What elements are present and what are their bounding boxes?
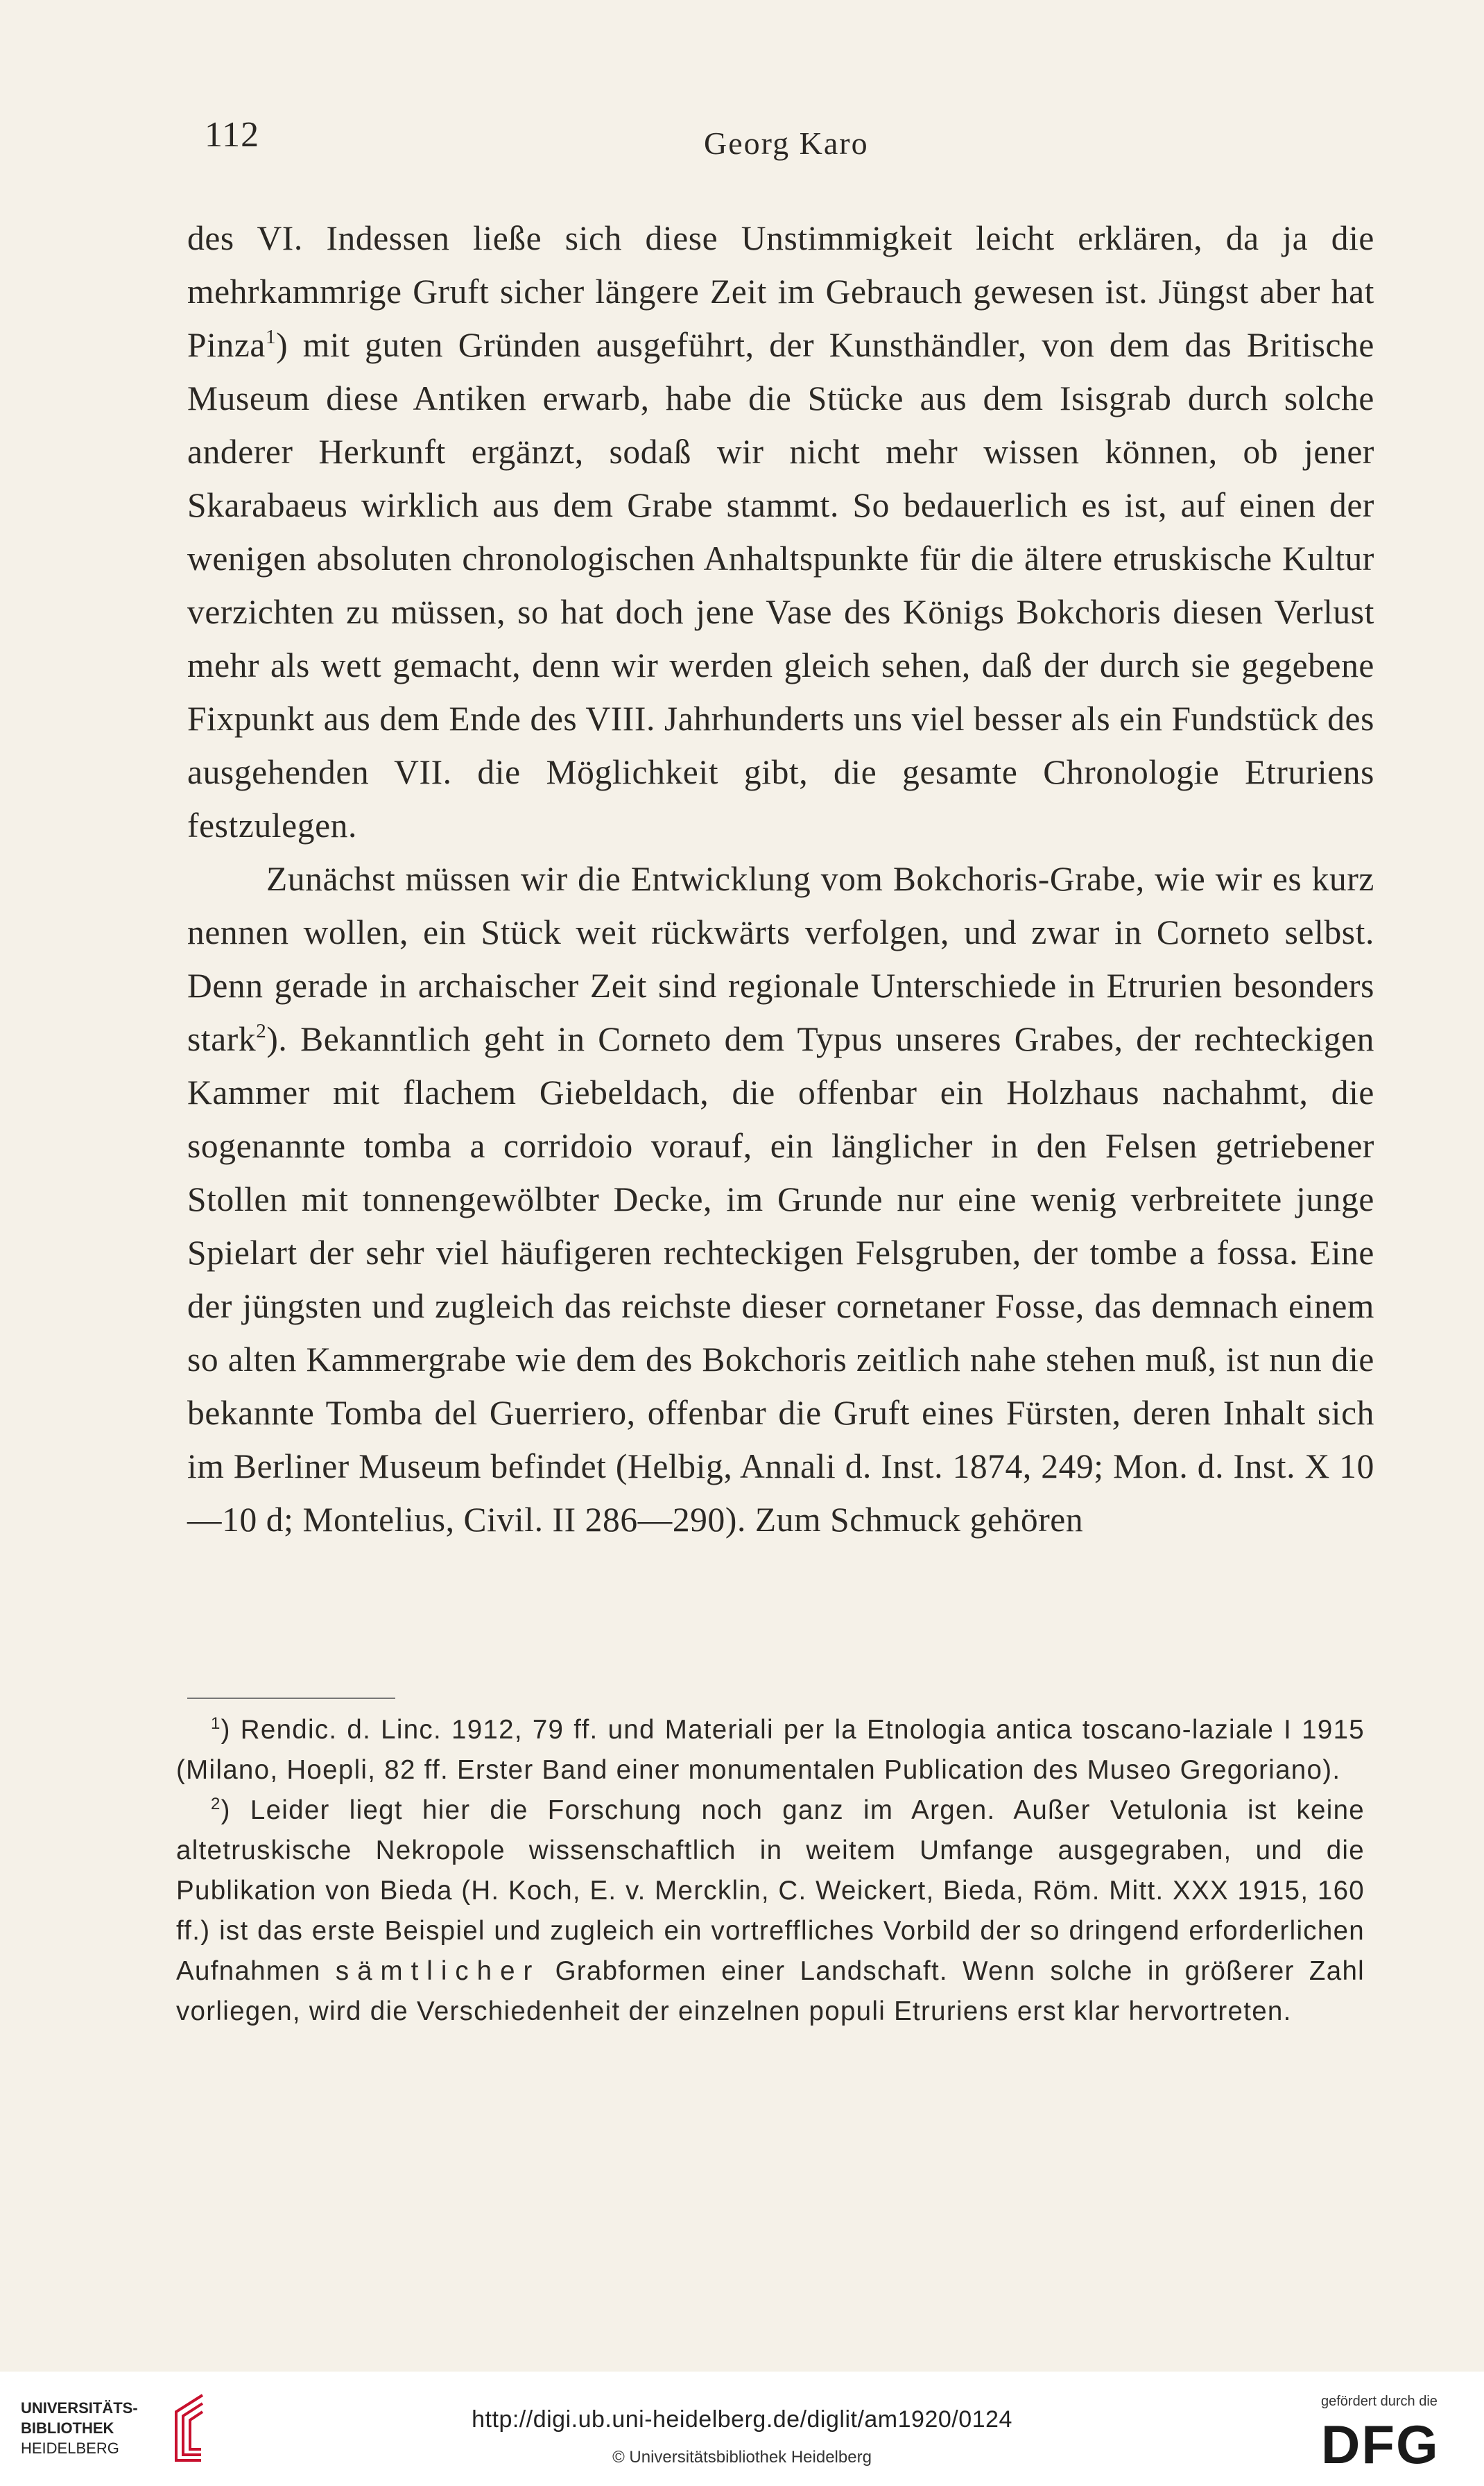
dfg-logo[interactable]: DFG (1321, 2414, 1440, 2475)
copyright-notice: © Universitätsbibliothek Heidelberg (612, 2448, 872, 2467)
paragraph-1 (187, 212, 1374, 852)
paragraph-1-continuation: ) mit guten Gründen ausgeführt, der Kunsthändler, von dem das Britische Museum diese Antiken erwarb, habe die Stücke aus dem Isisgrab durch solche anderer Herkunft ergänzt, sodaß wir nicht mehr wissen können, ob jener Skarabaeus wirklich aus dem Grabe stammt. So bedauerlich es ist, auf einen der wenigen absoluten chronologischen Anhaltspunkte für die ältere etruskische Kultur verzichten zu müssen, so hat doch jene Vase des Königs Bokchoris diesen Verlust mehr als wett gemacht, denn wir werden gleich sehen, daß der durch sie gegebene Fixpunkt aus dem Ende des VIII. Jahrhunderts uns viel besser als ein Fundstück des ausgehenden VII. die Möglichkeit gibt, die gesamte Chronologie Etruriens festzulegen. (187, 326, 1374, 845)
footnote-ref-1: 1 (265, 326, 277, 348)
footnote-ref-2: 2 (256, 1020, 267, 1042)
footnote-1-marker: 1 (211, 1714, 221, 1733)
paragraph-2-continuation: ). Bekanntlich geht in Corneto dem Typus unseres Grabes, der rechteckigen Kammer mit flachem Giebeldach, die offenbar ein Holzhaus nachahmt, die sogenannte tomba a corridoio vorauf, ein länglicher in den Felsen getriebener Stollen mit tonnengewölbter Decke, im Grunde nur eine wenig verbreitete junge Spielart der sehr viel häufigeren rechteckigen Felsgruben, der tombe a fossa. Eine der jüngsten und zugleich das reichste dieser cornetaner Fosse, das demnach einem so alten Kammergrabe wie dem des Bokchoris zeitlich nahe stehen muß, ist nun die bekannte Tomba del Guerriero, offenbar die Gruft eines Fürsten, deren Inhalt sich im Berliner Museum befindet (Helbig, Annali d. Inst. 1874, 249; Mon. d. Inst. X 10—10 d; Montelius, Civil. II 286—290). Zum Schmuck gehören (187, 1020, 1374, 1539)
footnote-divider (187, 1698, 395, 1699)
body-text (187, 212, 1374, 1546)
library-mark-icon (161, 2391, 208, 2466)
footnote-2-spaced-word: sämtlicher (335, 1956, 541, 1986)
library-logo[interactable] (21, 2398, 138, 2458)
library-name-line-3: HEIDELBERG (21, 2440, 119, 2457)
permalink-url[interactable]: http://digi.ub.uni-heidelberg.de/diglit/am1920/0124 (472, 2406, 1012, 2433)
footnote-1-text: ) Rendic. d. Linc. 1912, 79 ff. und Materiali per la Etnologia antica toscano-laziale I 1915 (Milano, Hoepli, 82 ff. Erster Band einer monumentalen Publication des Museo Gregoriano). (176, 1715, 1365, 1785)
footnote-2 (176, 1790, 1365, 2032)
footnote-2-text-a: ) Leider liegt hier die Forschung noch ganz im Argen. Außer Vetulonia ist keine altetruskische Nekropole wissenschaftlich in weitem Umfange ausgegraben, und die Publikation von Bieda (H. Koch, E. v. Mercklin, C. Weickert, Bieda, Röm. Mitt. XXX 1915, 160 ff.) ist das erste Beispiel und zugleich ein vortreffliches Vorbild der so dringend erforderlichen Aufnahmen (176, 1795, 1365, 1986)
footnote-1 (176, 1710, 1365, 1790)
paragraph-2-text: Zunächst müssen wir die Entwicklung vom Bokchoris-Grabe, wie wir es kurz nennen wollen, ein Stück weit rückwärts verfolgen, und zwar in Corneto selbst. Denn gerade in archaischer Zeit sind regionale Unterschiede in Etrurien besonders stark (187, 860, 1374, 1058)
page-number: 112 (205, 115, 260, 155)
paragraph-2 (187, 852, 1374, 1546)
library-name-line-2: BIBLIOTHEK (21, 2419, 114, 2437)
library-name-line-1: UNIVERSITÄTS- (21, 2399, 138, 2417)
funding-caption: gefördert durch die (1321, 2394, 1438, 2409)
running-head: Georg Karo (704, 126, 869, 161)
footnote-2-text-b: Grabformen einer Landschaft. Wenn solche in größerer Zahl vorliegen, wird die Verschiedenheit der einzelnen populi Etruriens erst klar hervortreten. (176, 1956, 1365, 2026)
paragraph-1-text: des VI. Indessen ließe sich diese Unstimmigkeit leicht erklären, da ja die mehrkammrige Gruft sicher längere Zeit im Gebrauch gewesen ist. Jüngst aber hat Pinza (187, 219, 1374, 364)
footnote-2-marker: 2 (211, 1795, 221, 1813)
footnotes (176, 1710, 1365, 2032)
